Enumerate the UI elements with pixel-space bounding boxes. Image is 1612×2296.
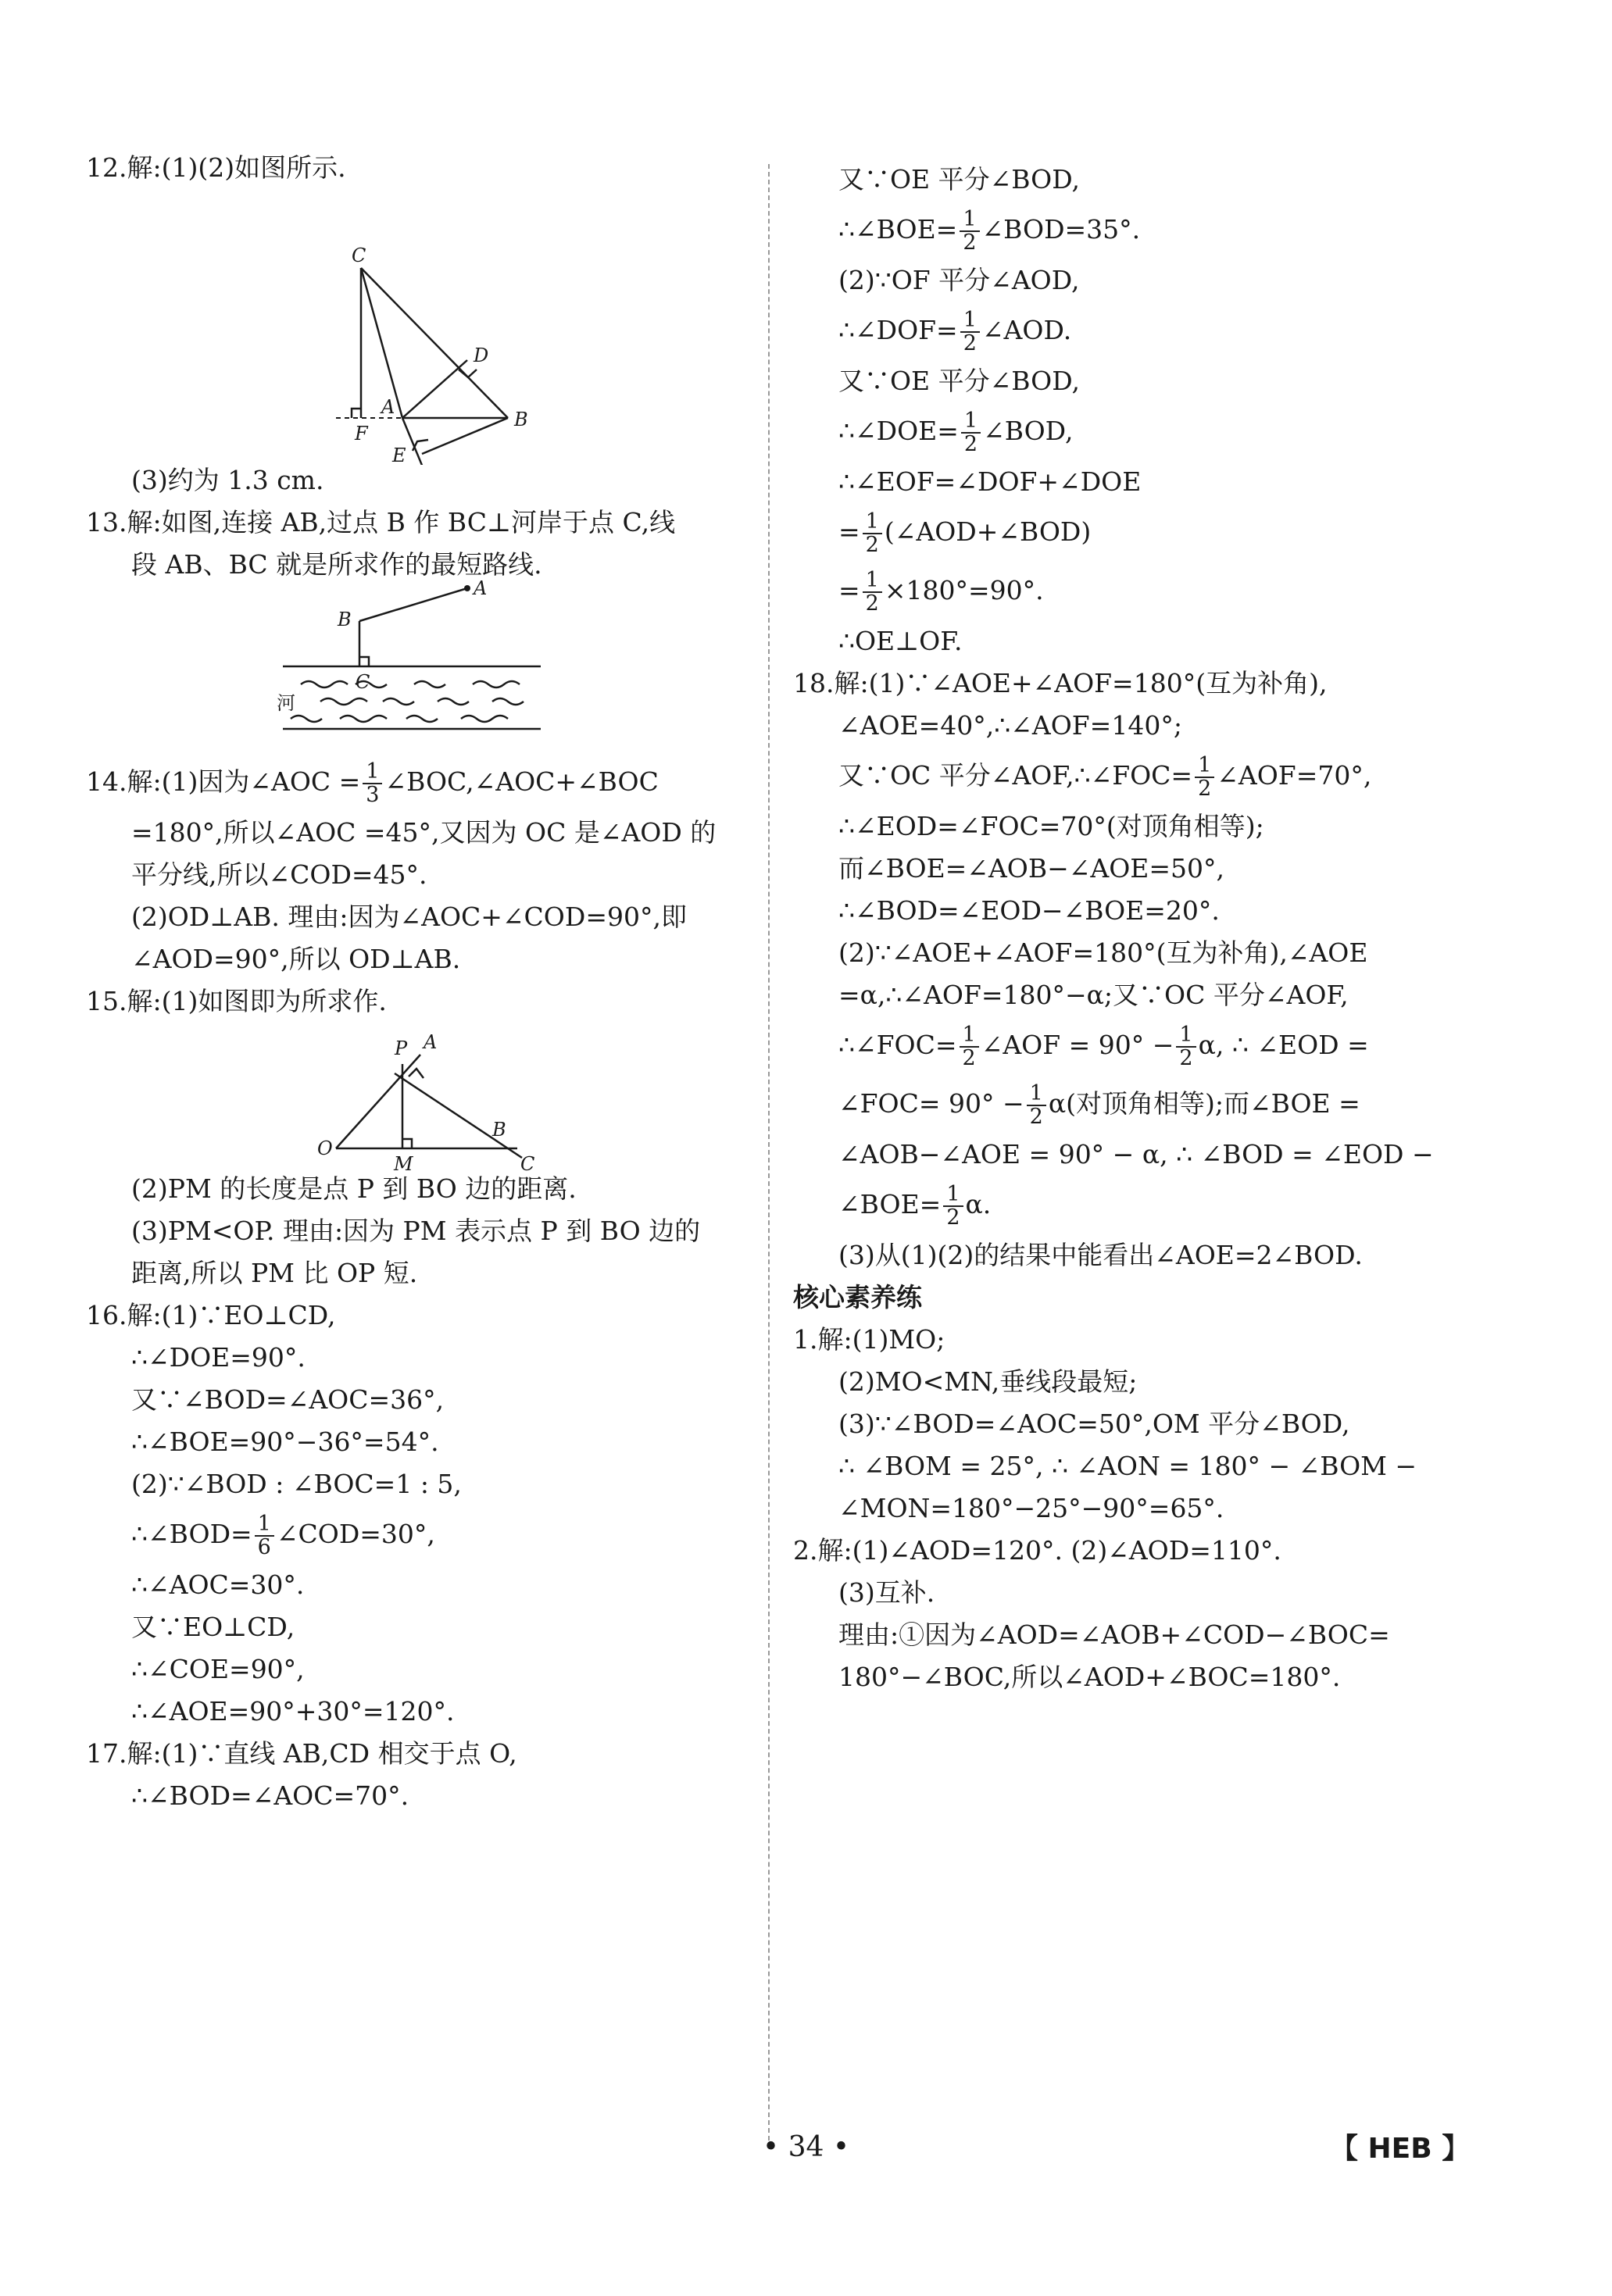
r-line2: ∴∠BOE= $\frac{1}{2}$ ∠BOD=35°.	[838, 207, 1141, 255]
fig15-right-angle-m	[402, 1139, 412, 1148]
fraction: $\frac{1}{2}$	[960, 209, 979, 254]
problem-18-line13: (3)从(1)(2)的结果中能看出∠AOE=2∠BOD.	[838, 1240, 1363, 1270]
fig12-label-e: E	[392, 445, 406, 465]
fig15-right-angle-p	[409, 1069, 424, 1078]
fig15-label-c: C	[520, 1153, 535, 1173]
problem-15-part3-line1: (3)PM<OP. 理由:因为 PM 表示点 P 到 BO 边的	[131, 1216, 701, 1246]
problem-16-line10: ∴∠AOE=90°+30°=120°.	[131, 1696, 455, 1726]
problem-16-line3: 又∵∠BOD=∠AOC=36°,	[131, 1384, 445, 1415]
fraction: $\frac{1}{2}$	[943, 1184, 963, 1229]
r-line6: ∴∠DOE= $\frac{1}{2}$ ∠BOD,	[838, 409, 1074, 456]
problem-14-line5: ∠AOD=90°,所以 OD⊥AB.	[131, 944, 461, 974]
problem-15-part3-line2: 距离,所以 PM 比 OP 短.	[131, 1258, 418, 1288]
right-column	[793, 164, 1457, 1693]
left-column	[86, 152, 750, 1812]
core-1-line4: ∴ ∠BOM = 25°, ∴ ∠AON = 180° − ∠BOM −	[838, 1451, 1417, 1481]
problem-17-line2: ∴∠BOD=∠AOC=70°.	[131, 1780, 409, 1811]
fraction: $\frac{1}{2}$	[961, 410, 981, 455]
fig15-line-op	[336, 1055, 420, 1148]
fig12-line-be	[422, 418, 508, 454]
core-1-line5: ∠MON=180°−25°−90°=65°.	[838, 1493, 1224, 1523]
page-number: • 34 •	[762, 2131, 850, 2163]
r-line7: ∴∠EOF=∠DOF+∠DOE	[838, 466, 1142, 497]
fig15-label-b: B	[492, 1119, 506, 1141]
core-2-line3: 理由:①因为∠AOD=∠AOB+∠COD−∠BOC=	[838, 1619, 1390, 1650]
problem-18-line10: ∠FOC= 90° − $\frac{1}{2}$ α(对顶角相等);而∠BOE =	[838, 1081, 1360, 1129]
problem-16-line4: ∴∠BOE=90°−36°=54°.	[131, 1427, 439, 1457]
problem-18-line8: =α,∴∠AOF=180°−α;又∵OC 平分∠AOF,	[838, 980, 1349, 1010]
problem-14-line4: (2)OD⊥AB. 理由:因为∠AOC+∠COD=90°,即	[131, 902, 687, 932]
fig13-label-c: C	[356, 671, 370, 693]
fig15-label-p: P	[395, 1037, 408, 1059]
problem-12-part3: (3)约为 1.3 cm.	[131, 465, 324, 495]
fig12-label-a: A	[381, 396, 395, 418]
r-line1: 又∵OE 平分∠BOD,	[838, 164, 1080, 195]
fraction: $\frac{1}{2}$	[863, 511, 882, 556]
fraction: $\frac{1}{2}$	[960, 1024, 979, 1069]
fraction: $\frac{1}{2}$	[960, 309, 980, 355]
problem-14-line3: 平分线,所以∠COD=45°.	[131, 859, 427, 890]
section-heading: 核心素养练	[793, 1282, 922, 1312]
fraction: $\frac{1}{2}$	[1176, 1024, 1196, 1069]
problem-18-line6: ∴∠BOD=∠EOD−∠BOE=20°.	[838, 895, 1220, 926]
fraction: $\frac{1}{2}$	[1027, 1083, 1046, 1128]
r-line4: ∴∠DOF= $\frac{1}{2}$ ∠AOD.	[838, 308, 1072, 355]
problem-18-line3: 又∵OC 平分∠AOF,∴∠FOC= $\frac{1}{2}$ ∠AOF=70°,	[838, 753, 1372, 801]
problem-17-line1: 17.解:(1)∵直线 AB,CD 相交于点 O,	[86, 1738, 517, 1769]
fig13-line-ab	[359, 588, 467, 621]
problem-12-heading: 12.解:(1)(2)如图所示.	[86, 152, 346, 183]
fraction-one-third: $\frac{1}{3}$	[363, 761, 382, 806]
problem-18-line4: ∴∠EOD=∠FOC=70°(对顶角相等);	[838, 811, 1264, 841]
problem-15-part2: (2)PM 的长度是点 P 到 BO 边的距离.	[131, 1173, 577, 1204]
problem-18-line1: 18.解:(1)∵∠AOE+∠AOF=180°(互为补角),	[793, 668, 1328, 698]
problem-14-line1: 14.解:(1)因为∠AOC = $\frac{1}{3}$ ∠BOC,∠AOC+∠BOC	[86, 759, 659, 807]
fig15-label-o: O	[317, 1137, 333, 1159]
problem-18-line7: (2)∵∠AOE+∠AOF=180°(互为补角),∠AOE	[838, 937, 1368, 968]
core-1-line1: 1.解:(1)MO;	[793, 1324, 945, 1355]
fraction: $\frac{1}{2}$	[863, 570, 882, 615]
fig13-label-a: A	[474, 580, 488, 599]
figure-12	[86, 184, 750, 465]
problem-13-line2: 段 AB、BC 就是所求作的最短路线.	[131, 549, 542, 580]
fig13-point-a	[464, 585, 470, 591]
problem-16-line5: (2)∵∠BOD : ∠BOC=1 : 5,	[131, 1469, 462, 1499]
problem-13-line1: 13.解:如图,连接 AB,过点 B 作 BC⊥河岸于点 C,线	[86, 507, 676, 537]
fig13-waves-row3	[291, 716, 508, 722]
r-line8: = $\frac{1}{2}$ (∠AOD+∠BOD)	[838, 509, 1092, 557]
problem-16-line9: ∴∠COE=90°,	[131, 1654, 305, 1684]
r-line9: = $\frac{1}{2}$ ×180°=90°.	[838, 568, 1044, 616]
problem-16-line7: ∴∠AOC=30°.	[131, 1569, 305, 1600]
core-2-line2: (3)互补.	[838, 1577, 935, 1608]
r-line3: (2)∵OF 平分∠AOD,	[838, 265, 1080, 295]
fig12-label-f: F	[355, 423, 368, 445]
fig15-line-ac	[395, 1073, 522, 1158]
problem-15-heading: 15.解:(1)如图即为所求作.	[86, 986, 387, 1016]
column-divider	[768, 164, 770, 2141]
fig15-label-a: A	[424, 1031, 438, 1053]
core-2-line4: 180°−∠BOC,所以∠AOD+∠BOC=180°.	[838, 1662, 1341, 1692]
r-line5: 又∵OE 平分∠BOD,	[838, 366, 1080, 396]
problem-18-line2: ∠AOE=40°,∴∠AOF=140°;	[838, 710, 1182, 741]
problem-16-line6: ∴∠BOD= $\frac{1}{6}$ ∠COD=30°,	[131, 1512, 435, 1559]
fig12-label-d: D	[474, 345, 489, 366]
fig12-right-angle-d	[459, 370, 477, 377]
figure-15	[86, 1017, 750, 1173]
fraction-one-sixth: $\frac{1}{6}$	[255, 1513, 274, 1559]
fig13-right-angle-c	[359, 657, 369, 666]
fig12-right-angle-f	[352, 409, 361, 418]
fig13-label-b: B	[338, 609, 352, 630]
problem-18-line11: ∠AOB−∠AOE = 90° − α, ∴ ∠BOD = ∠EOD −	[838, 1139, 1434, 1169]
problem-16-line1: 16.解:(1)∵EO⊥CD,	[86, 1300, 336, 1330]
problem-18-line12: ∠BOE= $\frac{1}{2}$ α.	[838, 1182, 992, 1230]
fig13-label-river: 河	[277, 692, 295, 714]
fig15-label-m: M	[394, 1153, 413, 1173]
fig12-label-b: B	[514, 409, 528, 430]
fig12-line-ad	[402, 360, 467, 418]
problem-18-line9: ∴∠FOC= $\frac{1}{2}$ ∠AOF = 90° − $\frac{1}{2}$ α, ∴ ∠EOD =	[838, 1023, 1369, 1070]
fraction: $\frac{1}{2}$	[1195, 755, 1214, 800]
problem-18-line5: 而∠BOE=∠AOB−∠AOE=50°,	[838, 853, 1225, 884]
fig12-label-c: C	[352, 245, 366, 266]
problem-16-line8: 又∵EO⊥CD,	[131, 1612, 295, 1642]
problem-14-line2: =180°,所以∠AOC =45°,又因为 OC 是∠AOD 的	[131, 817, 717, 848]
core-2-line1: 2.解:(1)∠AOD=120°. (2)∠AOD=110°.	[793, 1535, 1281, 1566]
fig13-waves-row1	[301, 681, 520, 687]
r-line10: ∴OE⊥OF.	[838, 626, 963, 656]
core-1-line2: (2)MO<MN,垂线段最短;	[838, 1366, 1138, 1397]
edition-tag: 【 HEB 】	[1330, 2133, 1471, 2165]
problem-16-line2: ∴∠DOE=90°.	[131, 1342, 306, 1373]
fig13-waves-row2	[320, 698, 524, 705]
core-1-line3: (3)∵∠BOD=∠AOC=50°,OM 平分∠BOD,	[838, 1409, 1350, 1439]
figure-13	[86, 580, 750, 760]
